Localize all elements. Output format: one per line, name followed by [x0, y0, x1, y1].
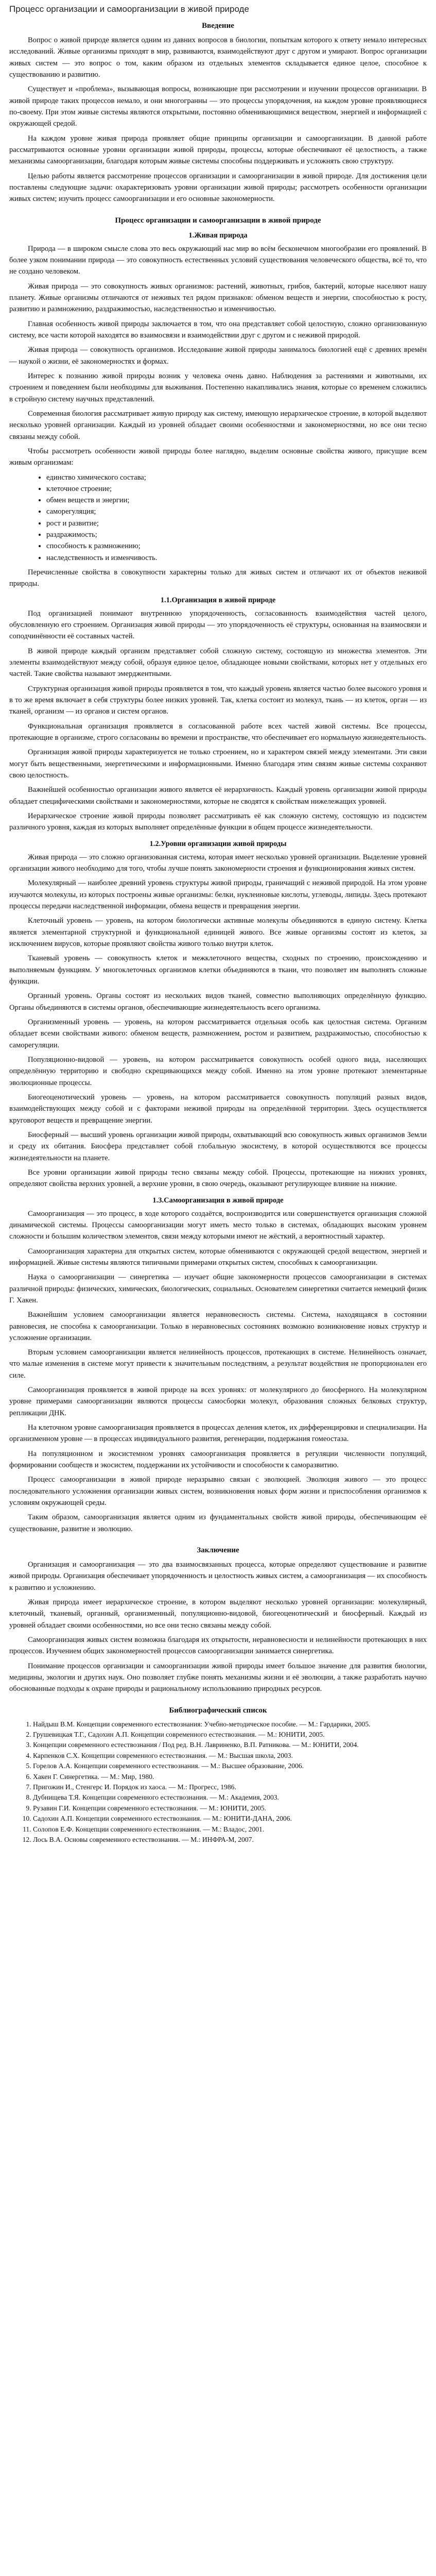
bibliography-item: 3. Концепции современного естествознания / Под ред. В.Н. Лавриненко, В.П. Ратникова. — М.: ЮНИТИ, 2004.	[33, 1740, 427, 1750]
bibliography-item: 1. Найдыш В.М. Концепции современного естествознания: Учебно-методическое пособие. — М.: Гардарики, 2005.	[33, 1719, 427, 1730]
paragraph: Молекулярный — наиболее древний уровень структуры живой природы, граничащий с неживой природой. На этом уровне изучаются молекулы, из которых построены живые организмы: белки, нуклеиновые кислоты, углеводы, липиды. Здесь протекают процессы передачи наследственной информации, обмена веществ и превращения энергии.	[9, 879, 427, 910]
paragraph: Вторым условием самоорганизации является нелинейность процессов, протекающих в системе. Нелинейность означает, что малые изменения в системе могут привести к значительным последствиям, а результат воздействия не пропорционален его силе.	[9, 1348, 427, 1380]
paragraph: Организация живой природы характеризуется не только строением, но и характером связей между элементами. Эти связи могут быть вещественными, энергетическими и информационными. Именно благодаря этим связям живые системы сохраняют свою целостность.	[9, 748, 427, 780]
bibliography-item: 2. Грушевицкая Т.Г., Садохин А.П. Концепции современного естествознания. — М.: ЮНИТИ, 2005.	[33, 1730, 427, 1740]
paragraph: Живая природа — совокупность организмов. Исследование живой природы занималось биологией ещё с древних времён — наукой о жизни, её закономерностях и формах.	[9, 346, 427, 366]
paragraph: Организменный уровень — уровень, на котором рассматривается отдельная особь как целостная система. Организм обладает всеми свойствами живого: обменом веществ, размножением, ростом и развитием, раздражимостью, способностью к саморегуляции.	[9, 1018, 427, 1049]
document-body	[9, 22, 427, 1845]
bullet-list	[9, 472, 427, 564]
paragraph: Понимание процессов организации и самоорганизации живой природы имеет большое значение для развития биологии, медицины, экологии и других наук. Оно позволяет глубже понять механизмы жизни и её эволюции, а также разработать научно обоснованные подходы к охране природы и рациональному использованию природных ресурсов.	[9, 1662, 427, 1693]
bibliography-item: 10. Садохин А.П. Концепции современного естествознания. — М.: ЮНИТИ-ДАНА, 2006.	[33, 1814, 427, 1824]
bibliography-item: 8. Дубнищева Т.Я. Концепции современного естествознания. — М.: Академия, 2003.	[33, 1792, 427, 1803]
paragraph: Перечисленные свойства в совокупности характерны только для живых систем и отличают их от объектов неживой природы.	[9, 568, 427, 588]
list-item: • рост и развитие;	[46, 518, 427, 529]
paragraph: На каждом уровне живая природа проявляет общие принципы организации и самоорганизации. В данной работе рассматриваются основные уровни организации живой природы, процессы, которые обеспечивают её целостность, а также механизмы самоорганизации, благодаря которым живые системы способны поддерживать и усложнять свою структуру.	[9, 134, 427, 166]
paragraph: На клеточном уровне самоорганизация проявляется в процессах деления клеток, их дифференцировки и специализации. На организменном уровне — в процессах индивидуального развития, регенерации, поддержания гомеостаза.	[9, 1423, 427, 1444]
paragraph: Все уровни организации живой природы тесно связаны между собой. Процессы, протекающие на нижних уровнях, определяют свойства верхних уровней, а верхние уровни, в свою очередь, оказывают регулирующее влияние на нижние.	[9, 1168, 427, 1189]
section-heading: 1.2.Уровни организации живой природы	[149, 839, 287, 848]
paragraph: Вопрос о живой природе является одним из давних вопросов в биологии, попыткам которого к ответу немало интересных исследований. Живые организмы приходят в мир, развиваются, взаимодействуют друг с другом и умирают. Вопрос организации живых систем — это вопрос о том, каким образом из отдельных элементов складывается единое целое, способное к существованию и развитию.	[9, 36, 427, 79]
paragraph: Самоорганизация — это процесс, в ходе которого создаётся, воспроизводится или совершенствуется организация сложной динамической системы. Процессы самоорганизации могут иметь место только в системах, обладающих высоким уровнем сложности и большим количеством элементов, связи между которыми имеют не жёсткий, а вероятностный характер.	[9, 1209, 427, 1241]
list-item: • обмен веществ и энергии;	[46, 495, 427, 506]
section-heading: Процесс организации и самоорганизации в живой природе	[115, 216, 321, 225]
paragraph: Современная биология рассматривает живую природу как систему, имеющую иерархическое строение, в которой выделяют несколько уровней организации. Каждый из уровней обладает своими особенностями и закономерностями, но все они тесно связаны между собой.	[9, 409, 427, 441]
section-heading: Библиографический список	[169, 1706, 267, 1715]
bibliography-item: 9. Рузавин Г.И. Концепции современного естествознания. — М.: ЮНИТИ, 2005.	[33, 1803, 427, 1814]
bibliography-item: 7. Пригожин И., Стенгерс И. Порядок из хаоса. — М.: Прогресс, 1986.	[33, 1782, 427, 1792]
paragraph: Биосферный — высший уровень организации живой природы, охватывающий всю совокупность живых организмов Земли и среду их обитания. Биосфера представляет собой глобальную экосистему, в которой осуществляются все процессы жизнедеятельности на планете.	[9, 1130, 427, 1162]
paragraph: Клеточный уровень — уровень, на котором биологически активные молекулы объединяются в единую систему. Клетка является элементарной структурной и функциональной единицей живого. Все живые организмы состоят из клеток, за исключением вирусов, которые проявляют свойства живого только внутри клеток.	[9, 917, 427, 948]
paragraph: Важнейшим условием самоорганизации является неравновесность системы. Система, находящаяся в состоянии равновесия, не способна к самоорганизации. Только в неравновесных состояниях возможно возникновение новых структур и усложнение организации.	[9, 1311, 427, 1342]
paragraph: Природа — в широком смысле слова это весь окружающий нас мир во всём бесконечном многообразии его проявлений. В более узком понимании природа — это совокупность естественных условий существования человеческого общества, всё то, что не создано человеком.	[9, 244, 427, 276]
page-title: Процесс организации и самоорганизации в живой природе	[9, 4, 249, 14]
bibliography-item: 12. Лось В.А. Основы современного естествознания. — М.: ИНФРА-М, 2007.	[33, 1835, 427, 1845]
bibliography-item: 11. Солопов Е.Ф. Концепции современного естествознания. — М.: Владос, 2001.	[33, 1824, 427, 1835]
paragraph: Процесс самоорганизации в живой природе неразрывно связан с эволюцией. Эволюция живого — это процесс последовательного усложнения организации живых систем, возникновения новых форм жизни и приспособления организмов к условиям окружающей среды.	[9, 1476, 427, 1507]
list-item: • единство химического состава;	[46, 472, 427, 483]
list-item: • способность к размножению;	[46, 540, 427, 552]
paragraph: Целью работы является рассмотрение процессов организации и самоорганизации в живой природе. Для достижения цели поставлены следующие задачи: охарактеризовать уровни организации живой природы; рассмотреть особенности организации живых систем; изучить процесс самоорганизации и его основные закономерности.	[9, 172, 427, 204]
paragraph: Под организацией понимают внутреннюю упорядоченность, согласованность взаимодействия частей целого, обусловленную его строением. Организация живой природы — это упорядоченность её структуры, основанная на взаимосвязи и соподчинённости её составных частей.	[9, 609, 427, 641]
paragraph: Самоорганизация живых систем возможна благодаря их открытости, неравновесности и нелинейности протекающих в них процессов. Изучением общих закономерностей процессов самоорганизации занимается синергетика.	[9, 1636, 427, 1656]
paragraph: Иерархическое строение живой природы позволяет рассматривать её как сложную систему, состоящую из подсистем различного уровня, каждая из которых выполняет определённые функции в общем процессе жизнедеятельности.	[9, 812, 427, 832]
paragraph: Наука о самоорганизации — синергетика — изучает общие закономерности процессов самоорганизации в системах различной природы: физических, химических, биологических, социальных. Основателем синергетики считается немецкий физик Г. Хакен.	[9, 1273, 427, 1304]
paragraph: Интерес к познанию живой природы возник у человека очень давно. Наблюдения за растениями и животными, их строением и поведением были необходимы для выживания. Постепенно накапливались знания, которые со временем сложились в стройную систему научных представлений.	[9, 371, 427, 403]
bibliography-item: 5. Горелов А.А. Концепции современного естествознания. — М.: Высшее образование, 2006.	[33, 1761, 427, 1771]
paragraph: Биогеоценотический уровень — уровень, на котором рассматривается совокупность популяций разных видов, взаимодействующих между собой и с факторами неживой природы на определённой территории. Здесь осуществляется круговорот веществ и превращение энергии.	[9, 1093, 427, 1125]
list-item: • раздражимость;	[46, 529, 427, 540]
paragraph: Самоорганизация характерна для открытых систем, которые обмениваются с окружающей средой веществом, энергией и информацией. Живые системы являются типичными примерами открытых систем, способных к самоорганизации.	[9, 1247, 427, 1267]
list-item: • саморегуляция;	[46, 506, 427, 517]
section-heading: Введение	[202, 22, 234, 30]
paragraph: Живая природа — это совокупность живых организмов: растений, животных, грибов, бактерий, которые населяют нашу планету. Живые организмы отличаются от неживых тел рядом признаков: обменом веществ и энергии, способностью к росту, развитию и размножению, раздражимостью, наследственностью и изменчивостью.	[9, 282, 427, 314]
paragraph: Существует и «проблема», вызывающая вопросы, возникающие при рассмотрении и изучении процессов организации. В живой природе таких процессов немало, и они многогранны — это процессы упорядочения, на каждом уровне проявляющиеся по-своему. При этом живые системы являются открытыми, постоянно обменивающимися веществом, энергией и информацией с окружающей средой.	[9, 85, 427, 128]
paragraph: Органный уровень. Органы состоят из нескольких видов тканей, совместно выполняющих определённую функцию. Органы объединяются в системы органов, обеспечивающие жизнедеятельность всего организма.	[9, 992, 427, 1012]
section-heading: 1.1.Организация в живой природе	[160, 596, 276, 604]
section-heading: Заключение	[197, 1546, 239, 1555]
bibliography-item: 4. Карпенков С.Х. Концепции современного естествознания. — М.: Высшая школа, 2003.	[33, 1751, 427, 1761]
paragraph: Организация и самоорганизация — это два взаимосвязанных процесса, которые определяют существование и развитие живой природы. Организация обеспечивает упорядоченность и целостность живых систем, а самоорганизация — их способность к развитию и усложнению.	[9, 1561, 427, 1592]
paragraph: Живая природа — это сложно организованная система, которая имеет несколько уровней организации. Выделение уровней организации живого необходимо для того, чтобы лучше понять закономерности строения и функционирования живых систем.	[9, 853, 427, 873]
paragraph: Главная особенность живой природы заключается в том, что она представляет собой целостную, сложно организованную систему, все части которой находятся во взаимосвязи и взаимодействии друг с другом и с неживой природой.	[9, 319, 427, 340]
paragraph: Самоорганизация проявляется в живой природе на всех уровнях: от молекулярного до биосферного. На молекулярном уровне примерами самоорганизации являются процессы самосборки молекул, образования сложных белковых структур, репликации ДНК.	[9, 1386, 427, 1417]
paragraph: Таким образом, самоорганизация является одним из фундаментальных свойств живой природы, обеспечивающим её существование, развитие и эволюцию.	[9, 1513, 427, 1533]
section-heading: 1.Живая природа	[188, 231, 248, 240]
paragraph: Тканевый уровень — совокупность клеток и межклеточного вещества, сходных по строению, происхождению и выполняемым функциям. У многоклеточных организмов клетки объединяются в ткани, что позволяет им выполнять сложные функции.	[9, 954, 427, 986]
section-heading: 1.3.Самоорганизация в живой природе	[152, 1196, 284, 1205]
paragraph: Структурная организация живой природы проявляется в том, что каждый уровень является частью более высокого уровня и в то же время включает в себя структуры более низких уровней. Так, клетка состоит из молекул, ткань — из клеток, орган — из тканей, организм — из органов и систем органов.	[9, 684, 427, 716]
paragraph: Живая природа имеет иерархическое строение, в котором выделяют несколько уровней организации: молекулярный, клеточный, тканевый, органный, организменный, популяционно-видовой, биогеоценотический и биосферный. Каждый из уровней обладает своими особенностями, но все они тесно связаны между собой.	[9, 1598, 427, 1630]
bibliography-item: 6. Хакен Г. Синергетика. — М.: Мир, 1980.	[33, 1772, 427, 1782]
list-item: • клеточное строение;	[46, 483, 427, 495]
paragraph: Чтобы рассмотреть особенности живой природы более наглядно, выделим основные свойства живого, присущие всем живым организмам:	[9, 447, 427, 467]
paragraph: Важнейшей особенностью организации живого является её иерархичность. Каждый уровень организации живой природы обладает специфическими свойствами и закономерностями, которые не сводятся к свойствам нижележащих уровней.	[9, 786, 427, 806]
paragraph: На популяционном и экосистемном уровнях самоорганизация проявляется в регуляции численности популяций, формировании сообществ и экосистем, поддержании их устойчивости и способности к саморазвитию.	[9, 1449, 427, 1470]
paragraph: Популяционно-видовой — уровень, на котором рассматривается совокупность особей одного вида, населяющих определённую территорию и свободно скрещивающихся между собой. Именно на этом уровне протекают элементарные эволюционные процессы.	[9, 1055, 427, 1087]
bibliography-list	[9, 1719, 427, 1845]
paragraph: Функциональная организация проявляется в согласованной работе всех частей живой системы. Все процессы, протекающие в организме, строго согласованы во времени и пространстве, что обеспечивает его нормальную жизнедеятельность.	[9, 722, 427, 742]
list-item: • наследственность и изменчивость.	[46, 552, 427, 564]
paragraph: В живой природе каждый организм представляет собой сложную систему, состоящую из множества элементов. Эти элементы взаимодействуют между собой, образуя единое целое, обладающее новыми свойствами, которых нет у отдельных его частей. Такие свойства называют эмерджентными.	[9, 647, 427, 679]
